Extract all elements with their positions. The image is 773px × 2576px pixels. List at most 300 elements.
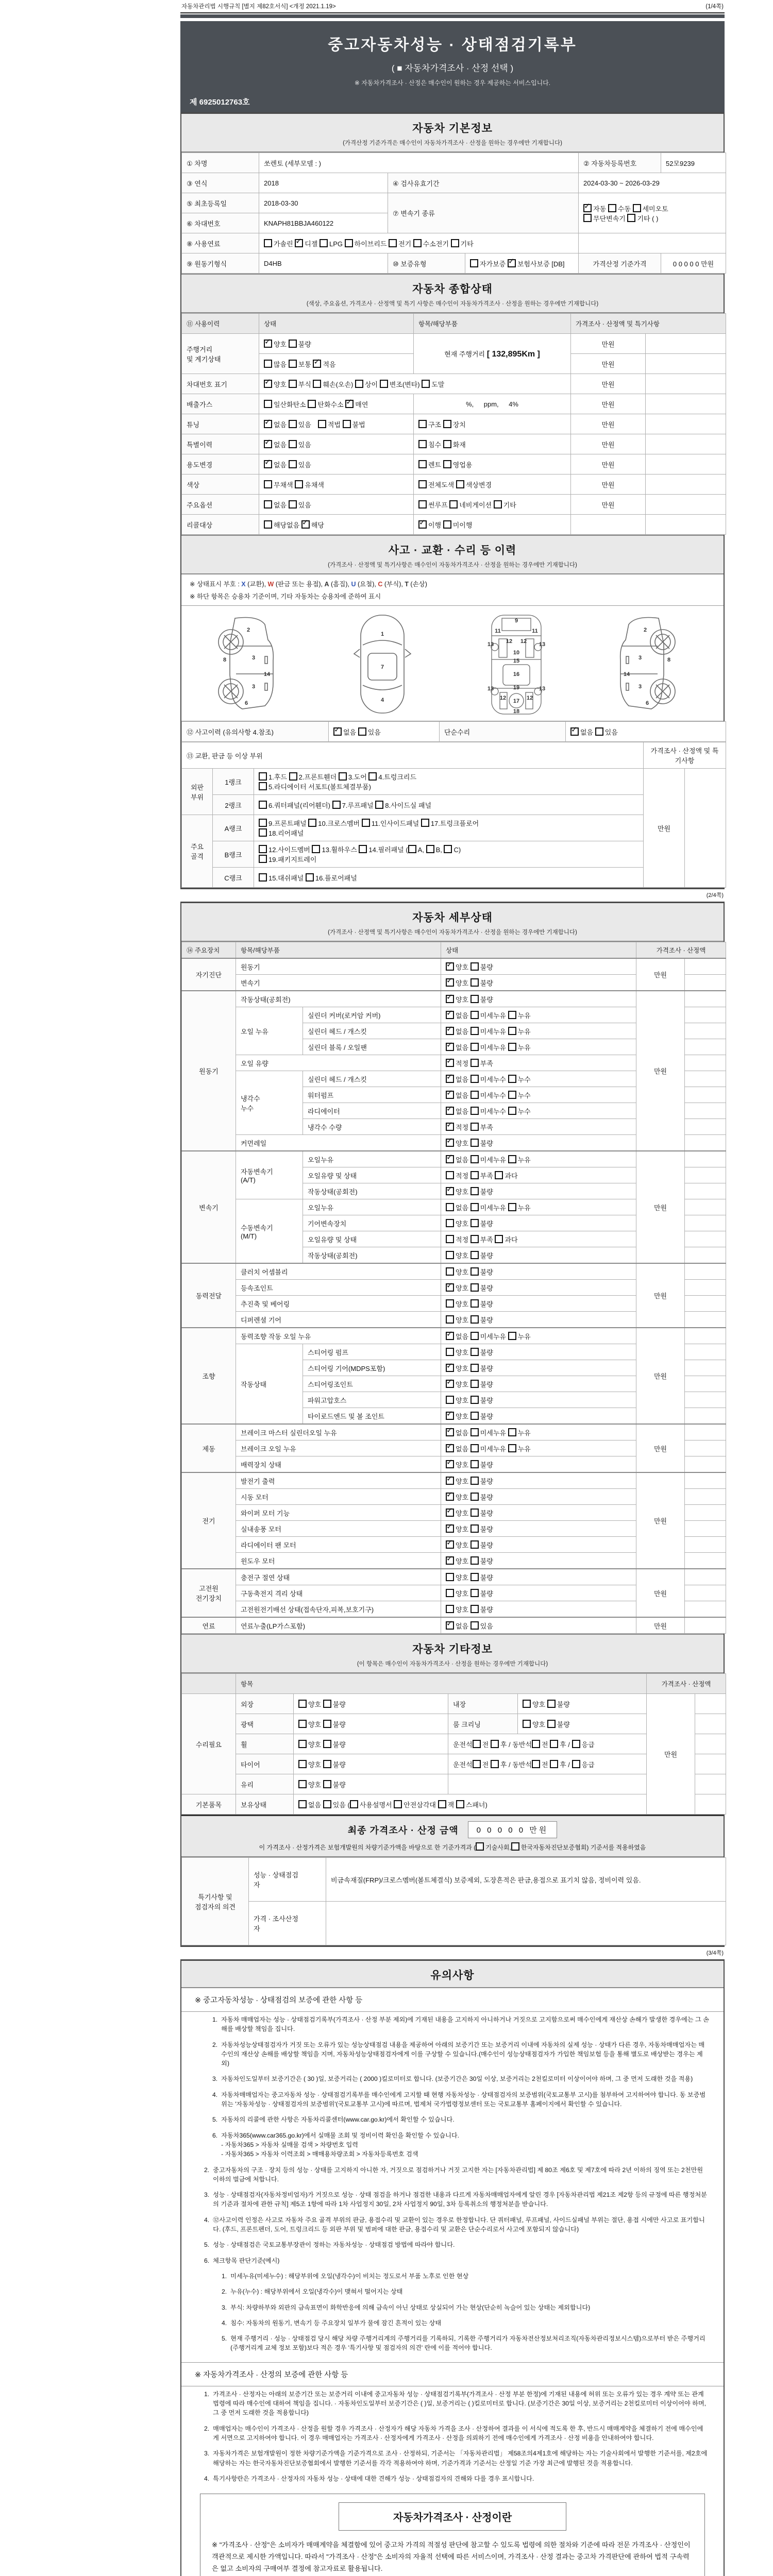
cell: 0 0 0 0 0 만원 bbox=[661, 253, 726, 274]
checkbox[interactable] bbox=[339, 772, 347, 781]
checkbox[interactable] bbox=[470, 1219, 479, 1227]
panel-number: 3 bbox=[638, 655, 642, 661]
cell: ⑩ 보증유형 bbox=[388, 253, 465, 274]
checkbox[interactable] bbox=[508, 1428, 516, 1436]
cell bbox=[685, 1280, 726, 1296]
cell: ✓ 양호 불량 bbox=[441, 1408, 636, 1425]
checkbox[interactable] bbox=[470, 1524, 479, 1533]
checkbox[interactable] bbox=[470, 1075, 479, 1083]
checkbox[interactable] bbox=[259, 782, 267, 790]
notices-section-b bbox=[181, 2386, 724, 2486]
checkbox[interactable] bbox=[491, 1740, 499, 1748]
checkbox[interactable] bbox=[418, 480, 427, 488]
page3-block bbox=[180, 1959, 725, 2576]
checkbox[interactable] bbox=[259, 772, 267, 781]
cell bbox=[685, 975, 726, 991]
section-note-accident: (가격조사 · 산정액 및 특기사항은 매수인이 자동차가격조사 · 산정을 원하는 경우에만 기재합니다) bbox=[328, 562, 577, 568]
damage-code: X bbox=[241, 581, 246, 588]
cell: 타이로드엔드 및 볼 조인트 bbox=[303, 1408, 441, 1425]
checkbox-checked[interactable] bbox=[446, 1540, 454, 1549]
checkbox-checked[interactable] bbox=[446, 1332, 454, 1340]
checkbox[interactable] bbox=[323, 1700, 331, 1708]
checkbox[interactable] bbox=[438, 1800, 446, 1808]
checkbox[interactable] bbox=[443, 520, 451, 529]
checkbox[interactable] bbox=[320, 239, 328, 247]
checkbox[interactable] bbox=[443, 460, 451, 468]
checkbox[interactable] bbox=[532, 1760, 540, 1768]
cell: 타이어 bbox=[236, 1754, 294, 1774]
checkbox[interactable] bbox=[470, 1107, 479, 1115]
checkbox[interactable] bbox=[264, 360, 272, 368]
cell: 양호 불량 bbox=[518, 1694, 647, 1714]
top-divider bbox=[180, 12, 725, 13]
checkbox[interactable] bbox=[289, 440, 297, 448]
checkbox[interactable] bbox=[426, 845, 434, 853]
notice-item bbox=[181, 2212, 724, 2238]
cell: ✓ 양호 불량 bbox=[441, 1280, 636, 1296]
checkbox[interactable] bbox=[572, 1760, 580, 1768]
checkbox[interactable] bbox=[495, 1235, 503, 1243]
checkbox-checked[interactable] bbox=[570, 727, 579, 736]
cell: 스티어링조인트 bbox=[303, 1376, 441, 1392]
checkbox[interactable] bbox=[547, 1700, 556, 1708]
checkbox[interactable] bbox=[289, 340, 297, 348]
checkbox[interactable] bbox=[470, 1412, 479, 1420]
checkbox[interactable] bbox=[470, 1011, 479, 1019]
checkbox[interactable] bbox=[323, 1760, 331, 1768]
checkbox[interactable] bbox=[264, 480, 272, 488]
checkbox[interactable] bbox=[289, 500, 297, 509]
checkbox[interactable] bbox=[444, 845, 452, 853]
checkbox-checked[interactable] bbox=[446, 962, 454, 971]
cell: 작동상태(공회전) bbox=[303, 1247, 441, 1264]
page-marker-3: (3/4쪽) bbox=[706, 1950, 724, 1956]
checkbox[interactable] bbox=[451, 239, 459, 247]
cell: 자동변속기 (A/T) bbox=[236, 1151, 303, 1199]
top-meta-row bbox=[180, 1, 725, 12]
checkbox[interactable] bbox=[633, 204, 641, 212]
checkbox[interactable] bbox=[362, 819, 370, 827]
checkbox-checked[interactable] bbox=[264, 420, 272, 428]
page-marker-2: (2/4쪽) bbox=[706, 892, 724, 899]
checkbox[interactable] bbox=[470, 1283, 479, 1292]
checkbox[interactable] bbox=[470, 1332, 479, 1340]
checkbox[interactable] bbox=[470, 1251, 479, 1259]
checkbox[interactable] bbox=[298, 1800, 307, 1808]
cell: 작동상태(공회전) bbox=[236, 991, 441, 1007]
cell: 커먼레일 bbox=[236, 1135, 441, 1151]
checkbox[interactable] bbox=[355, 380, 363, 388]
checkbox-checked[interactable] bbox=[446, 1621, 454, 1630]
checkbox[interactable] bbox=[446, 1219, 454, 1227]
checkbox-checked[interactable] bbox=[446, 1380, 454, 1388]
checkbox-checked[interactable] bbox=[264, 340, 272, 348]
checkbox[interactable] bbox=[312, 845, 320, 853]
checkbox[interactable] bbox=[470, 1139, 479, 1147]
checkbox-checked[interactable] bbox=[313, 360, 321, 368]
cell: ✓ 없음 미세누유 누유 bbox=[441, 1007, 636, 1023]
checkbox-checked[interactable] bbox=[264, 460, 272, 468]
document-header bbox=[180, 14, 725, 112]
checkbox-checked[interactable] bbox=[264, 380, 272, 388]
cell: 만원 bbox=[636, 1569, 685, 1617]
checkbox[interactable] bbox=[446, 1203, 454, 1211]
cell: ✓ 양호 불량 bbox=[441, 975, 636, 991]
detail-state-table bbox=[181, 942, 724, 1634]
cell: 유리 bbox=[236, 1774, 294, 1794]
checkbox[interactable] bbox=[323, 1720, 331, 1728]
checkbox[interactable] bbox=[408, 845, 416, 853]
panel-number: 13 bbox=[487, 686, 494, 692]
checkbox[interactable] bbox=[298, 1760, 307, 1768]
checkbox-checked[interactable] bbox=[446, 995, 454, 1003]
checkbox[interactable] bbox=[313, 380, 321, 388]
checkbox[interactable] bbox=[443, 440, 451, 448]
checkbox[interactable] bbox=[532, 1740, 540, 1748]
checkbox[interactable] bbox=[446, 1589, 454, 1597]
checkbox-checked[interactable] bbox=[446, 1011, 454, 1019]
section-header-basic bbox=[181, 114, 724, 152]
checkbox[interactable] bbox=[350, 1800, 358, 1808]
cell: 없음 있음 ( 사용설명서 안전삼각대 잭 스패너) bbox=[294, 1794, 647, 1815]
checkbox[interactable] bbox=[446, 1348, 454, 1356]
checkbox[interactable] bbox=[473, 1740, 481, 1748]
checkbox[interactable] bbox=[508, 1155, 516, 1163]
checkbox-checked[interactable] bbox=[446, 1509, 454, 1517]
checkbox[interactable] bbox=[259, 873, 267, 882]
cell bbox=[685, 769, 726, 888]
checkbox[interactable] bbox=[446, 1573, 454, 1581]
checkbox[interactable] bbox=[470, 1556, 479, 1565]
cell: 가격조사 · 산정액 및 특기사항 bbox=[644, 742, 726, 769]
cell: ✓ 양호 불량 bbox=[441, 1537, 636, 1553]
damage-code-desc: (흠집), bbox=[329, 581, 351, 588]
checkbox[interactable] bbox=[413, 239, 422, 247]
checkbox[interactable] bbox=[523, 1700, 531, 1708]
checkbox[interactable] bbox=[523, 1720, 531, 1728]
notice-text: 자동차 매매업자는 성능 · 상태점검기록부(가격조사 · 산정 부분 제외)에 기재된 내용을 고지하지 아니하거나 거짓으로 고지함으로써 매수인에게 재산상 손해가 발생한 경우에는 그 손해를 배상할 책임을 집니다. bbox=[221, 2016, 709, 2033]
checkbox[interactable] bbox=[264, 500, 272, 509]
checkbox-checked[interactable] bbox=[446, 1556, 454, 1565]
cell: 와이퍼 모터 기능 bbox=[236, 1505, 441, 1521]
cell: 단순수리 bbox=[440, 722, 566, 742]
cell: ✓자동 수동 세미오토 무단변속기 기타 ( ) bbox=[579, 193, 726, 233]
checkbox[interactable] bbox=[446, 1396, 454, 1404]
notice-number: 4. bbox=[212, 2091, 218, 2098]
cell: 1랭크 bbox=[213, 769, 254, 795]
checkbox[interactable] bbox=[308, 400, 316, 408]
checkbox[interactable] bbox=[298, 1700, 307, 1708]
checkbox[interactable] bbox=[289, 360, 297, 368]
checkbox[interactable] bbox=[418, 420, 427, 428]
checkbox[interactable] bbox=[298, 1780, 307, 1788]
checkbox[interactable] bbox=[323, 1780, 331, 1788]
checkbox[interactable] bbox=[608, 204, 616, 212]
checkbox[interactable] bbox=[375, 801, 383, 809]
checkbox[interactable] bbox=[508, 1027, 516, 1035]
checkbox[interactable] bbox=[446, 1251, 454, 1259]
checkbox[interactable] bbox=[508, 1075, 516, 1083]
checkbox[interactable] bbox=[298, 1740, 307, 1748]
checkbox[interactable] bbox=[491, 1760, 499, 1768]
checkbox[interactable] bbox=[547, 1720, 556, 1728]
cell: 워터펌프 bbox=[303, 1087, 441, 1103]
checkbox[interactable] bbox=[264, 239, 272, 247]
checkbox[interactable] bbox=[289, 460, 297, 468]
checkbox[interactable] bbox=[422, 380, 430, 388]
checkbox-checked[interactable] bbox=[264, 440, 272, 448]
cell: ⑤ 최초등록일 bbox=[182, 193, 259, 213]
checkbox[interactable] bbox=[470, 1573, 479, 1581]
checkbox[interactable] bbox=[470, 1299, 479, 1308]
checkbox[interactable] bbox=[494, 500, 502, 509]
checkbox[interactable] bbox=[394, 1800, 402, 1808]
cell: 양호 불량 bbox=[441, 1247, 636, 1264]
final-amount-unit: 만원 bbox=[529, 1826, 549, 1835]
cell: ✓ 양호 불량 bbox=[441, 1376, 636, 1392]
checkbox[interactable] bbox=[332, 801, 341, 809]
checkbox[interactable] bbox=[470, 1540, 479, 1549]
checkbox[interactable] bbox=[470, 995, 479, 1003]
checkbox[interactable] bbox=[264, 520, 272, 529]
notice-text: 성능 · 상태점검은 국토교통부장관이 정하는 자동차성능 · 상태점검 방법에 따라야 합니다. bbox=[213, 2241, 455, 2249]
checkbox[interactable] bbox=[289, 772, 297, 781]
checkbox[interactable] bbox=[446, 1605, 454, 1613]
cell bbox=[685, 1424, 726, 1440]
checkbox-checked[interactable] bbox=[446, 1155, 454, 1163]
cell bbox=[646, 454, 726, 474]
checkbox-checked[interactable] bbox=[446, 1444, 454, 1452]
cell: 상태 bbox=[441, 942, 636, 959]
checkbox-checked[interactable] bbox=[446, 1107, 454, 1115]
checkbox[interactable] bbox=[583, 214, 592, 222]
cell: 양호 불량 bbox=[441, 1312, 636, 1328]
cell: C랭크 bbox=[213, 868, 254, 888]
checkbox[interactable] bbox=[456, 480, 464, 488]
checkbox-checked[interactable] bbox=[446, 1059, 454, 1067]
checkbox-checked[interactable] bbox=[301, 520, 310, 529]
checkbox[interactable] bbox=[470, 1444, 479, 1452]
checkbox[interactable] bbox=[508, 1203, 516, 1211]
cell: ✓ 없음 미세누유 누유 bbox=[441, 1424, 636, 1440]
checkbox[interactable] bbox=[508, 1107, 516, 1115]
checkbox-checked[interactable] bbox=[446, 1412, 454, 1420]
checkbox[interactable] bbox=[306, 873, 314, 882]
checkbox-checked[interactable] bbox=[446, 1524, 454, 1533]
checkbox[interactable] bbox=[473, 1760, 481, 1768]
checkbox[interactable] bbox=[550, 1740, 558, 1748]
checkbox[interactable] bbox=[595, 727, 603, 736]
checkbox[interactable] bbox=[470, 1396, 479, 1404]
checkbox[interactable] bbox=[358, 727, 366, 736]
checkbox[interactable] bbox=[289, 420, 297, 428]
checkbox[interactable] bbox=[418, 500, 427, 509]
cell: ✓ 양호 불량 bbox=[441, 1505, 636, 1521]
checkbox[interactable] bbox=[470, 1477, 479, 1485]
checkbox[interactable] bbox=[508, 1444, 516, 1452]
cell: 만원 bbox=[636, 1472, 685, 1569]
checkbox[interactable] bbox=[470, 1043, 479, 1051]
damage-code-desc: (판금 또는 용접), bbox=[274, 581, 325, 588]
checkbox-checked[interactable] bbox=[446, 1364, 454, 1372]
checkbox[interactable] bbox=[456, 1800, 464, 1808]
checkbox-checked[interactable] bbox=[333, 727, 342, 736]
checkbox[interactable] bbox=[470, 1348, 479, 1356]
checkbox[interactable] bbox=[446, 1235, 454, 1243]
panel-number: 17 bbox=[513, 698, 520, 704]
checkbox-checked[interactable] bbox=[446, 1493, 454, 1501]
checkbox[interactable] bbox=[421, 819, 429, 827]
cell: 룸 크리닝 bbox=[448, 1714, 518, 1734]
checkbox[interactable] bbox=[470, 1460, 479, 1468]
cell: 변속기 bbox=[236, 975, 441, 991]
checkbox[interactable] bbox=[259, 828, 267, 837]
checkbox[interactable] bbox=[380, 380, 388, 388]
checkbox[interactable] bbox=[508, 1091, 516, 1099]
checkbox[interactable] bbox=[259, 855, 267, 863]
checkbox[interactable] bbox=[495, 1171, 503, 1179]
cell: 성능 · 상태점검 자 bbox=[249, 1858, 326, 1902]
checkbox-checked[interactable] bbox=[446, 1139, 454, 1147]
panel-number: 1 bbox=[380, 631, 384, 637]
checkbox[interactable] bbox=[446, 1171, 454, 1179]
checkbox[interactable] bbox=[470, 1091, 479, 1099]
cell bbox=[646, 474, 726, 495]
checkbox[interactable] bbox=[368, 772, 377, 781]
checkbox-checked[interactable] bbox=[295, 239, 303, 247]
cell bbox=[448, 1774, 647, 1794]
checkbox-checked[interactable] bbox=[446, 1477, 454, 1485]
cell: 2018-03-30 bbox=[259, 193, 388, 213]
cell: 구동축전지 격리 상태 bbox=[236, 1585, 441, 1601]
document-number: 제 6925012763호 bbox=[190, 98, 250, 107]
cell bbox=[685, 1521, 726, 1537]
checkbox[interactable] bbox=[470, 1364, 479, 1372]
checkbox[interactable] bbox=[470, 1155, 479, 1163]
panel-number: 10 bbox=[513, 650, 520, 656]
checkbox[interactable] bbox=[470, 1428, 479, 1436]
checkbox[interactable] bbox=[470, 1509, 479, 1517]
checkbox[interactable] bbox=[418, 460, 427, 468]
checkbox[interactable] bbox=[470, 1027, 479, 1035]
checkbox-checked[interactable] bbox=[583, 204, 592, 212]
checkbox[interactable] bbox=[470, 1380, 479, 1388]
checkbox[interactable] bbox=[508, 1043, 516, 1051]
checkbox[interactable] bbox=[470, 1315, 479, 1324]
checkbox[interactable] bbox=[318, 420, 326, 428]
notices-section-b-heading: ※ 자동차가격조사 · 산정의 보증에 관한 사항 등 bbox=[181, 2362, 724, 2386]
notice-text: 자동차매매업자는 중고자동차 성능 · 상태점검기록부를 매수인에게 고지할 때 현행 자동차성능 · 상태점검자의 보증범위(국토교통부 고시)를 첨부하여 고지하여야 합니다. 동 보증범위는 '자동차성능 · 상태점검자의 보증범위'(국토교통부 고시)에 따르며, 법제처 국가법령정보센터 또는 국토교통부 홈페이지에서 확인할 수 있습니다. bbox=[221, 2091, 706, 2108]
checkbox[interactable] bbox=[550, 1760, 558, 1768]
checkbox[interactable] bbox=[345, 239, 353, 247]
checkbox[interactable] bbox=[343, 420, 351, 428]
checkbox[interactable] bbox=[323, 1740, 331, 1748]
checkbox[interactable] bbox=[572, 1740, 580, 1748]
checkbox[interactable] bbox=[470, 1187, 479, 1195]
checkbox[interactable] bbox=[323, 1800, 331, 1808]
cell: 원동기 bbox=[182, 991, 236, 1151]
checkbox[interactable] bbox=[449, 500, 458, 509]
checkbox-checked[interactable] bbox=[446, 1283, 454, 1292]
cell: 양호 불량 bbox=[441, 1215, 636, 1231]
checkbox-checked[interactable] bbox=[446, 1460, 454, 1468]
checkbox-checked[interactable] bbox=[446, 1027, 454, 1035]
checkbox[interactable] bbox=[470, 1123, 479, 1131]
checkbox[interactable] bbox=[443, 420, 451, 428]
cell: 차대번호 표기 bbox=[182, 374, 259, 394]
checkbox[interactable] bbox=[470, 1235, 479, 1243]
checkbox[interactable] bbox=[508, 1332, 516, 1340]
checkbox[interactable] bbox=[259, 845, 267, 853]
checkbox[interactable] bbox=[259, 801, 267, 809]
checkbox-checked[interactable] bbox=[446, 1428, 454, 1436]
checkbox[interactable] bbox=[289, 380, 297, 388]
cell: 용도변경 bbox=[182, 454, 259, 474]
cell bbox=[646, 434, 726, 454]
cell: ✓ 없음 미세누유 누유 bbox=[441, 1328, 636, 1344]
checkbox[interactable] bbox=[627, 214, 635, 222]
checkbox[interactable] bbox=[446, 1267, 454, 1276]
cell: 양호 불량 bbox=[294, 1694, 448, 1714]
checkbox[interactable] bbox=[470, 1605, 479, 1613]
notice-number: 5. bbox=[212, 2116, 218, 2124]
checkbox-checked[interactable] bbox=[508, 259, 516, 267]
checkbox-checked[interactable] bbox=[446, 978, 454, 987]
checkbox[interactable] bbox=[308, 819, 316, 827]
cell: 고전원 전기장치 bbox=[182, 1569, 236, 1617]
cell bbox=[646, 414, 726, 434]
checkbox-checked[interactable] bbox=[446, 1075, 454, 1083]
checkbox-checked[interactable] bbox=[446, 1043, 454, 1051]
checkbox[interactable] bbox=[470, 259, 478, 267]
cell: 운전석 전 후 / 동반석 전 후 / 응급 bbox=[448, 1734, 647, 1754]
checkbox[interactable] bbox=[295, 480, 303, 488]
checkbox[interactable] bbox=[446, 1315, 454, 1324]
checkbox[interactable] bbox=[470, 962, 479, 971]
checkbox-checked[interactable] bbox=[446, 1187, 454, 1195]
checkbox-checked[interactable] bbox=[345, 400, 354, 408]
checkbox[interactable] bbox=[476, 1842, 484, 1851]
checkbox[interactable] bbox=[470, 1621, 479, 1630]
checkbox[interactable] bbox=[264, 400, 272, 408]
checkbox[interactable] bbox=[298, 1720, 307, 1728]
checkbox-checked[interactable] bbox=[446, 1123, 454, 1131]
checkbox[interactable] bbox=[418, 440, 427, 448]
panel-number: 19 bbox=[513, 685, 520, 691]
checkbox[interactable] bbox=[359, 845, 367, 853]
side-view-right bbox=[620, 618, 675, 709]
checkbox[interactable] bbox=[508, 1011, 516, 1019]
notice-number: 4. bbox=[204, 2216, 210, 2224]
cell: 주행거리 및 계기상태 bbox=[182, 334, 259, 374]
checkbox[interactable] bbox=[470, 1059, 479, 1067]
checkbox[interactable] bbox=[470, 1267, 479, 1276]
checkbox[interactable] bbox=[259, 819, 267, 827]
checkbox[interactable] bbox=[470, 1171, 479, 1179]
checkbox-checked[interactable] bbox=[418, 520, 427, 529]
checkbox[interactable] bbox=[511, 1842, 519, 1851]
page1-block bbox=[180, 112, 725, 889]
section-note-comprehensive: (색상, 주요옵션, 가격조사 · 산정액 및 특기 사항은 매수인이 자동차가격조사 · 산정을 원하는 경우에만 기재합니다) bbox=[306, 301, 599, 307]
checkbox[interactable] bbox=[470, 1203, 479, 1211]
notice-number: 4. bbox=[204, 2475, 210, 2482]
checkbox[interactable] bbox=[446, 1299, 454, 1308]
checkbox[interactable] bbox=[470, 1589, 479, 1597]
checkbox-checked[interactable] bbox=[446, 1091, 454, 1099]
checkbox[interactable] bbox=[470, 1493, 479, 1501]
checkbox[interactable] bbox=[470, 978, 479, 987]
checkbox[interactable] bbox=[389, 239, 397, 247]
